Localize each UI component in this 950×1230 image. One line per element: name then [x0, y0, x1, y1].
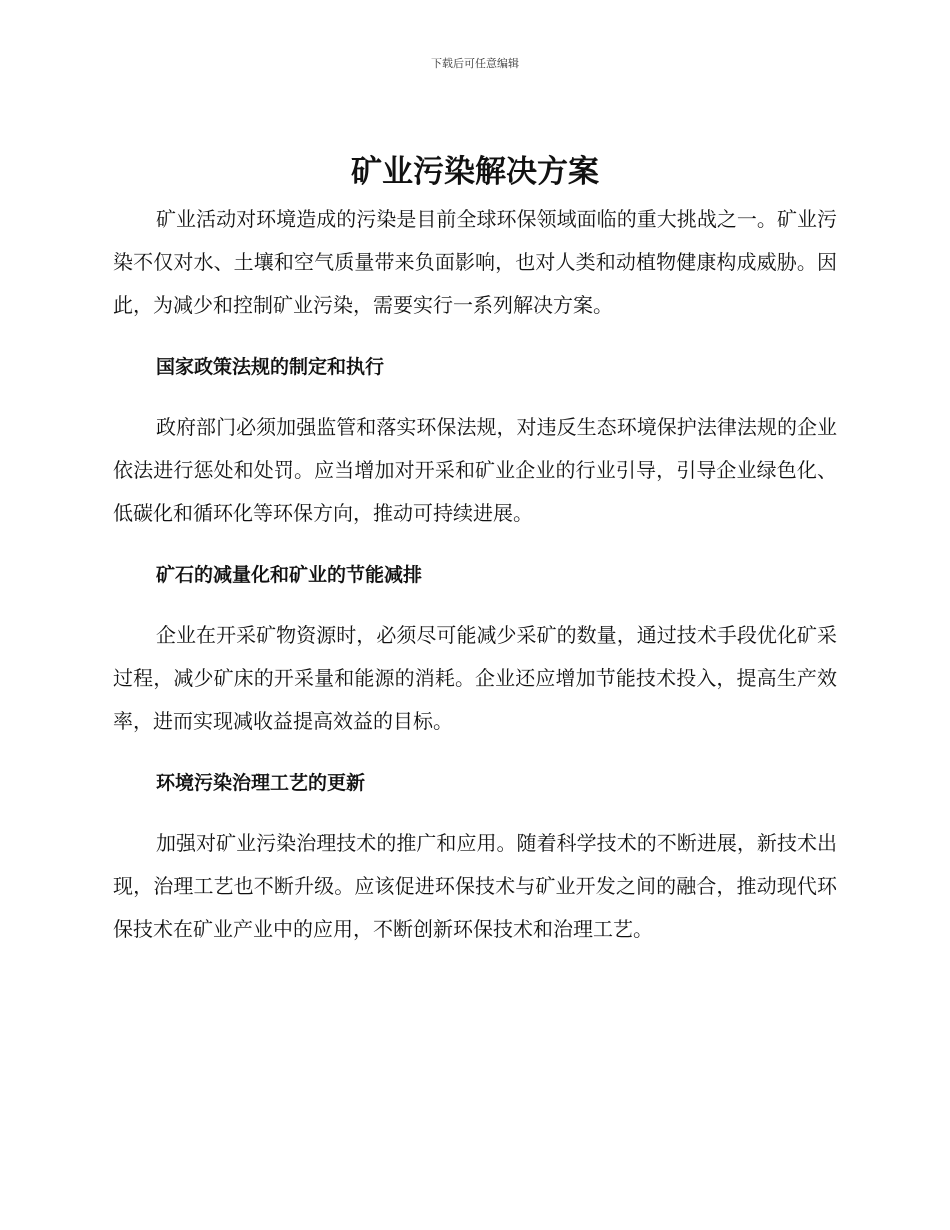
section-body-policy: 政府部门必须加强监管和落实环保法规，对违反生态环境保护法律法规的企业依法进行惩处和处罚。应当增加对开采和矿业企业的行业引导，引导企业绿色化、低碳化和循环化等环保方向，推动可持续进展。 — [113, 415, 837, 525]
section-body-reduction: 企业在开采矿物资源时，必须尽可能减少采矿的数量，通过技术手段优化矿采过程，减少矿床的开采量和能源的消耗。企业还应增加节能技术投入，提高生产效率，进而实现减收益提高效益的目标。 — [113, 623, 837, 733]
page-title: 矿业污染解决方案 — [351, 154, 599, 190]
section-body-treatment: 加强对矿业污染治理技术的推广和应用。随着科学技术的不断进展，新技术出现，治理工艺也不断升级。应该促进环保技术与矿业开发之间的融合，推动现代环保技术在矿业产业中的应用，不断创新环保技术和治理工艺。 — [113, 831, 837, 941]
section-heading-policy: 国家政策法规的制定和执行 — [156, 356, 385, 378]
document-body — [113, 198, 837, 951]
intro-paragraph: 矿业活动对环境造成的污染是目前全球环保领域面临的重大挑战之一。矿业污染不仅对水、土壤和空气质量带来负面影响，也对人类和动植物健康构成威胁。因此，为减少和控制矿业污染，需要实行一系列解决方案。 — [113, 207, 837, 317]
section-heading-reduction: 矿石的减量化和矿业的节能减排 — [156, 564, 423, 586]
header-note: 下载后可任意编辑 — [431, 57, 519, 70]
section-heading-treatment: 环境污染治理工艺的更新 — [156, 772, 366, 794]
